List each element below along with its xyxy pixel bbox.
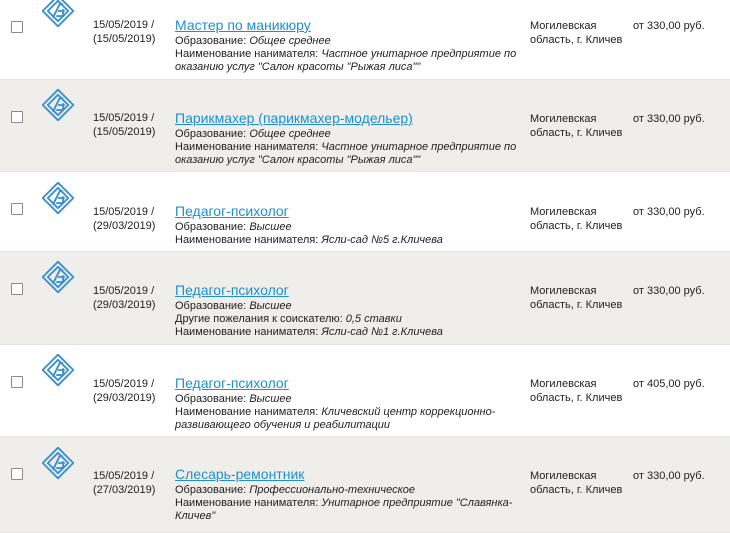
field-value: Высшее <box>249 393 292 405</box>
select-checkbox[interactable] <box>11 283 23 295</box>
date-published: 15/05/2019 / <box>93 206 155 218</box>
vacancy-info <box>175 375 520 432</box>
vacancy-row <box>0 252 730 345</box>
region-line: область, г. Кличев <box>530 299 623 311</box>
field-label: Наименование нанимателя: <box>175 48 319 60</box>
employer-line <box>175 234 520 247</box>
vacancy-row <box>0 172 730 252</box>
vacancy-info <box>175 203 520 247</box>
region <box>530 377 625 405</box>
field-label: Образование: <box>175 300 247 312</box>
select-checkbox[interactable] <box>11 21 23 33</box>
vacancy-title-link[interactable]: Слесарь-ремонтник <box>175 466 305 482</box>
date-original: (27/03/2019) <box>93 484 156 496</box>
field-label: Образование: <box>175 128 247 140</box>
salary: от 330,00 руб. <box>633 285 705 297</box>
region <box>530 112 625 140</box>
date-original: (29/03/2019) <box>93 220 156 232</box>
select-checkbox[interactable] <box>11 468 23 480</box>
field-value: Кличевский центр коррекционно-развивающего обучения и реабилитации <box>175 406 496 431</box>
vacancy-info <box>175 17 520 74</box>
field-value: Ясли-сад №1 г.Кличева <box>321 326 443 338</box>
vacancy-title-link[interactable]: Педагог-психолог <box>175 282 289 298</box>
date-published: 15/05/2019 / <box>93 470 155 482</box>
vacancy-row <box>0 345 730 437</box>
field-label: Образование: <box>175 484 247 496</box>
education-line <box>175 35 520 48</box>
vacancy-title-link[interactable]: Педагог-психолог <box>175 375 289 391</box>
publication-dates <box>93 284 159 312</box>
salary: от 330,00 руб. <box>633 113 705 125</box>
date-published: 15/05/2019 / <box>93 19 155 31</box>
region <box>530 284 625 312</box>
employer-line <box>175 141 520 167</box>
date-published: 15/05/2019 / <box>93 378 155 390</box>
select-checkbox[interactable] <box>11 111 23 123</box>
field-value: Унитарное предприятие "Славянка-Кличев" <box>175 497 513 522</box>
region-line: Могилевская <box>530 470 597 482</box>
field-value: Профессионально-техническое <box>249 484 416 496</box>
region <box>530 469 625 497</box>
employer-line <box>175 406 520 432</box>
vacancy-info <box>175 282 520 339</box>
date-original: (15/05/2019) <box>93 33 156 45</box>
date-original: (29/03/2019) <box>93 392 156 404</box>
field-value: Частное унитарное предприятие по оказанию услуг "Салон красоты "Рыжая лиса"" <box>175 141 517 166</box>
education-line <box>175 128 520 141</box>
date-original: (29/03/2019) <box>93 299 156 311</box>
vacancy-row <box>0 437 730 533</box>
field-value: Частное унитарное предприятие по оказанию услуг "Салон красоты "Рыжая лиса"" <box>175 48 517 73</box>
select-checkbox[interactable] <box>11 376 23 388</box>
region-line: область, г. Кличев <box>530 220 623 232</box>
vacancy-title-link[interactable]: Педагог-психолог <box>175 203 289 219</box>
field-label: Наименование нанимателя: <box>175 326 319 338</box>
publication-dates <box>93 377 159 405</box>
field-value: Общее среднее <box>249 35 331 47</box>
region-line: Могилевская <box>530 206 597 218</box>
publication-dates <box>93 18 159 46</box>
education-line <box>175 393 520 406</box>
employer-line <box>175 326 520 339</box>
field-label: Другие пожелания к соискателю: <box>175 313 343 325</box>
vacancy-row <box>0 0 730 80</box>
field-label: Образование: <box>175 221 247 233</box>
employment-service-logo-icon <box>41 88 75 122</box>
date-published: 15/05/2019 / <box>93 112 155 124</box>
region-line: область, г. Кличев <box>530 34 623 46</box>
employment-service-logo-icon <box>41 181 75 215</box>
region-line: Могилевская <box>530 20 597 32</box>
field-label: Образование: <box>175 393 247 405</box>
vacancy-title-link[interactable]: Парикмахер (парикмахер-модельер) <box>175 110 413 126</box>
field-label: Наименование нанимателя: <box>175 406 319 418</box>
wishes-line <box>175 313 520 326</box>
education-line <box>175 221 520 234</box>
employment-service-logo-icon <box>41 0 75 28</box>
salary: от 330,00 руб. <box>633 470 705 482</box>
region-line: область, г. Кличев <box>530 392 623 404</box>
region-line: Могилевская <box>530 285 597 297</box>
vacancy-title-link[interactable]: Мастер по маникюру <box>175 17 311 33</box>
region-line: область, г. Кличев <box>530 127 623 139</box>
publication-dates <box>93 205 159 233</box>
field-value: Высшее <box>249 221 292 233</box>
field-label: Наименование нанимателя: <box>175 141 319 153</box>
field-value: Общее среднее <box>249 128 331 140</box>
employment-service-logo-icon <box>41 446 75 480</box>
region-line: Могилевская <box>530 378 597 390</box>
select-checkbox[interactable] <box>11 203 23 215</box>
employment-service-logo-icon <box>41 260 75 294</box>
education-line <box>175 300 520 313</box>
vacancy-info <box>175 466 520 523</box>
field-label: Образование: <box>175 35 247 47</box>
salary: от 330,00 руб. <box>633 206 705 218</box>
vacancy-info <box>175 110 520 167</box>
employer-line <box>175 48 520 74</box>
region <box>530 19 625 47</box>
field-label: Наименование нанимателя: <box>175 234 319 246</box>
date-published: 15/05/2019 / <box>93 285 155 297</box>
education-line <box>175 484 520 497</box>
region-line: область, г. Кличев <box>530 484 623 496</box>
salary: от 330,00 руб. <box>633 20 705 32</box>
region <box>530 205 625 233</box>
field-label: Наименование нанимателя: <box>175 497 319 509</box>
region-line: Могилевская <box>530 113 597 125</box>
employer-line <box>175 497 520 523</box>
vacancy-row <box>0 80 730 172</box>
publication-dates <box>93 469 159 497</box>
date-original: (15/05/2019) <box>93 126 156 138</box>
field-value: Высшее <box>249 300 292 312</box>
salary: от 405,00 руб. <box>633 378 705 390</box>
field-value: Ясли-сад №5 г.Кличева <box>321 234 443 246</box>
publication-dates <box>93 111 159 139</box>
field-value: 0,5 ставки <box>345 313 402 325</box>
employment-service-logo-icon <box>41 353 75 387</box>
